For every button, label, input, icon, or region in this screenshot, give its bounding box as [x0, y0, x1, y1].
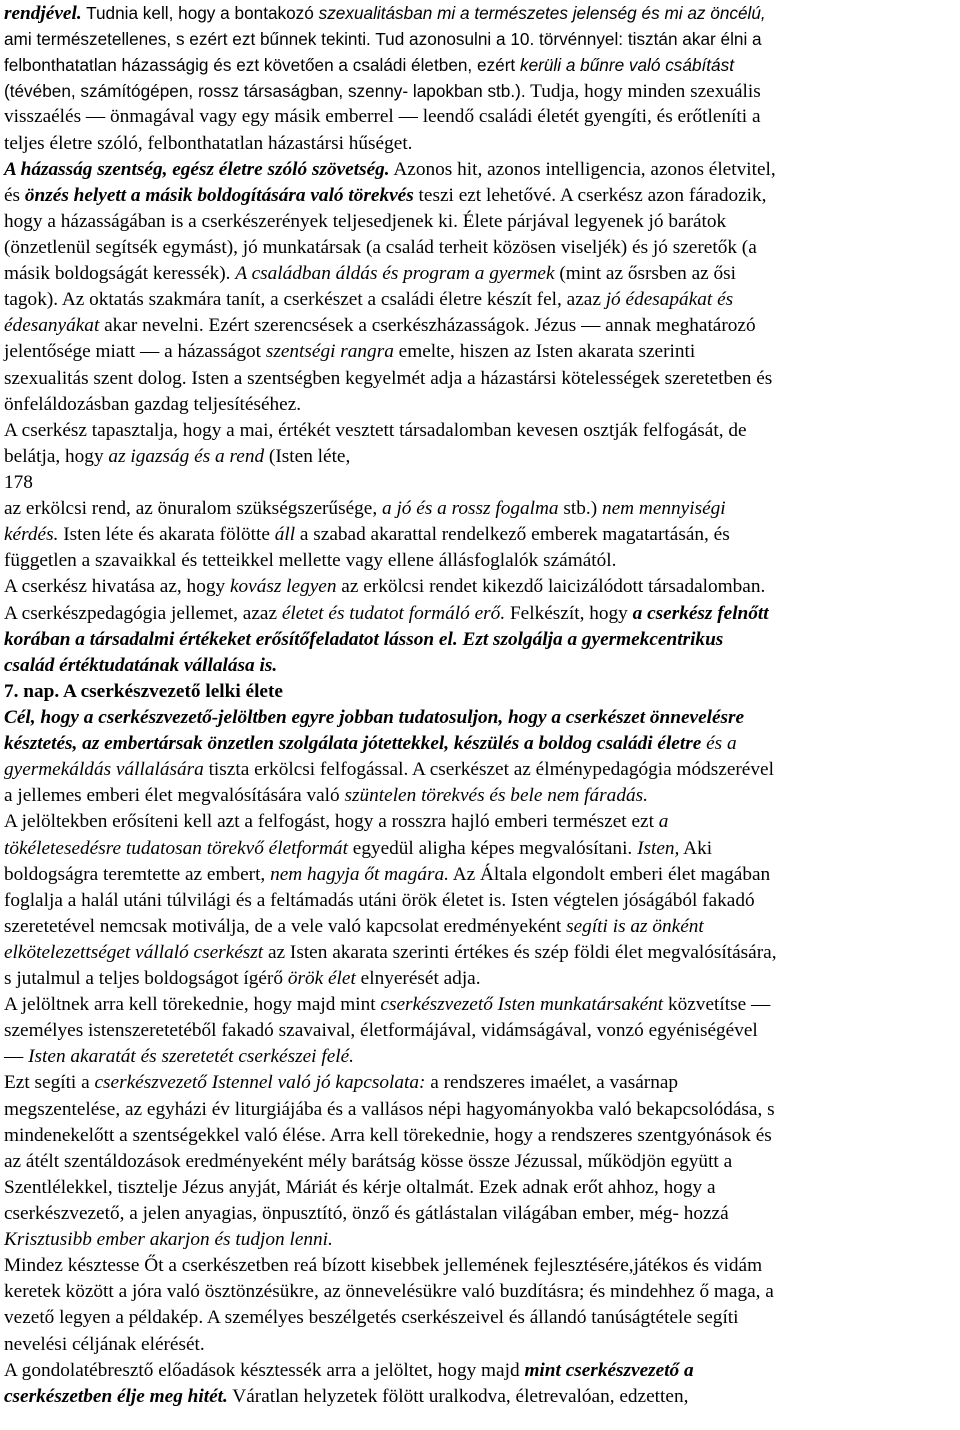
text-run: — — [4, 1046, 29, 1068]
text-run: Szentlélekkel, tisztelje Jézus anyját, Máriát és kérje oltalmát. Ezek adnak erőt ahhoz, hogy a — [4, 1176, 716, 1198]
text-line — [4, 757, 952, 783]
text-run: Ezt segíti a — [4, 1072, 95, 1094]
text-line — [4, 1149, 952, 1175]
text-line — [4, 836, 952, 862]
text-run: stb.) — [558, 498, 602, 520]
text-line — [4, 209, 952, 235]
text-run: Aki — [679, 837, 713, 859]
text-run: cserkészvezető Isten munkatársaként — [380, 994, 664, 1016]
text-run: család értéktudatának vállalása is. — [4, 654, 278, 676]
text-line — [4, 1097, 952, 1123]
text-run: hogy a házasságában is a cserkészerények teljesedjenek ki. Élete párjával legyenek jó barátok — [4, 210, 727, 232]
text-line — [4, 1253, 952, 1279]
text-run: áll — [274, 524, 296, 546]
text-line — [4, 679, 952, 705]
text-run: tökéletesedésre tudatosan törekvő életformát — [4, 837, 348, 859]
text-line — [4, 522, 952, 548]
text-run: önfeláldozásban gazdag teljesítéséhez. — [4, 393, 302, 415]
text-run: (mint az ősrsben az ősi — [554, 263, 737, 285]
text-run: édesanyákat — [4, 315, 100, 337]
text-run: gyermekáldás vállalására — [4, 759, 204, 781]
text-run: boldogságra teremtette az embert, — [4, 863, 271, 885]
text-line — [4, 496, 952, 522]
text-run: mindenekelőtt a szentségekkel való élése. Arra kell törekednie, hogy a rendszeres szentgyónások és — [4, 1124, 772, 1146]
text-line — [4, 966, 952, 992]
text-run: teljes életre szóló, felbonthatatlan házastársi hűséget. — [4, 132, 413, 154]
text-line — [4, 1070, 952, 1096]
text-run: megszentelése, az egyházi év liturgiájába és a vallásos népi hagyományokba való bekapcsolódása, s — [4, 1098, 775, 1120]
text-run: személyes istenszeretetéből fakadó szavaival, életformájával, vidámságával, vonzó egyéniségével — [4, 1020, 758, 1042]
text-run: szentségi rangra — [265, 341, 394, 363]
text-line — [4, 627, 952, 653]
text-run: Tudnia kell, hogy a bontakozó — [81, 3, 319, 23]
text-run: szexualitásban mi a természetes jelenség és mi az öncélú, — [318, 3, 766, 23]
text-run: Isten akaratát és szeretetét cserkészei felé. — [28, 1046, 354, 1068]
text-run: a jó és a rossz fogalma — [381, 498, 559, 520]
text-run: és a — [701, 733, 737, 755]
text-run: az Isten akarata szerinti értékes és szép földi élet megvalósítására, — [263, 941, 777, 963]
text-line — [4, 131, 952, 157]
text-run: egyedül aligha képes megvalósítani. — [347, 837, 638, 859]
text-run: A cserkész hivatása az, hogy — [4, 576, 230, 598]
text-run: örök élet — [287, 968, 356, 990]
text-run: kérdés. — [4, 524, 59, 546]
text-line — [4, 339, 952, 365]
text-run: nevelési céljának elérését. — [4, 1333, 205, 1355]
text-run: cserkészvezető Istennel való jó kapcsolata: — [94, 1072, 426, 1094]
text-line — [4, 104, 952, 130]
text-line — [4, 1358, 952, 1384]
text-line — [4, 261, 952, 287]
text-line — [4, 392, 952, 418]
text-run: A jelöltekben erősíteni kell azt a felfogást, hogy a rosszra hajló emberi természet ezt — [4, 811, 659, 833]
text-run: (Isten léte, — [264, 445, 351, 467]
text-line — [4, 157, 952, 183]
text-run: elkötelezettséget vállaló cserkészt — [4, 941, 264, 963]
text-line — [4, 235, 952, 261]
text-run: a rendszeres imaélet, a vasárnap — [425, 1072, 679, 1094]
text-run: cserkészetben élje meg hitét. — [4, 1385, 228, 1407]
text-run: másik boldogságát keressék). — [4, 263, 236, 285]
text-line — [4, 183, 952, 209]
text-run: mint cserkészvezető a — [524, 1359, 694, 1381]
text-run: teszi ezt lehetővé. A cserkész azon fáradozik, — [413, 184, 767, 206]
text-run: A házasság szentség, egész életre szóló szövetség. — [4, 158, 390, 180]
text-run: a — [658, 811, 669, 833]
text-run: A gondolatébresztő előadások késztessék arra a jelöltet, hogy majd — [4, 1359, 525, 1381]
text-run: a jellemes emberi élet megvalósítására való — [4, 785, 345, 807]
text-run: nem mennyiségi — [601, 498, 726, 520]
text-run: független a szavaikkal és tetteikkel mellette vagy ellene állásfoglalók számától. — [4, 550, 617, 572]
text-line — [4, 705, 952, 731]
text-run: életet és tudatot formáló erő. — [281, 602, 506, 624]
text-run: az átélt szentáldozások eredményeként mély barátság kösse össze Jézussal, működjön együtt a — [4, 1150, 733, 1172]
text-run: A cserkész tapasztalja, hogy a mai, értékét vesztett társadalomban kevesen osztják felfogását, de — [4, 419, 747, 441]
text-run: rendjével. — [4, 3, 82, 24]
text-run: A jelöltnek arra kell törekednie, hogy majd mint — [4, 994, 381, 1016]
text-run: Mindez késztesse Őt a cserkészetben reá bízott kisebbek jellemének fejlesztésére,játékos és vidám — [4, 1255, 763, 1277]
text-line — [4, 1279, 952, 1305]
text-run: Az Általa elgondolt emberi élet magában — [448, 863, 771, 885]
text-run: Felkészít, hogy — [505, 602, 633, 624]
text-run: az igazság és a rend — [108, 445, 265, 467]
text-run: tagok). Az oktatás szakmára tanít, a cserkészet a családi életre készít fel, azaz — [4, 289, 606, 311]
text-line — [4, 78, 952, 104]
text-line — [4, 418, 952, 444]
text-run: Azonos hit, azonos intelligencia, azonos életvitel, — [389, 158, 776, 180]
text-line — [4, 26, 952, 52]
text-line — [4, 1305, 952, 1331]
text-run: korában a társadalmi értékeket erősítőfeladatot lásson el. Ezt szolgálja a gyermekcentrikus — [4, 628, 724, 650]
text-run: foglalja a halál utáni túlvilági és a feltámadás utáni örök életet is. Isten végtelen jóságából fakadó — [4, 889, 755, 911]
text-line — [4, 653, 952, 679]
text-line — [4, 1018, 952, 1044]
text-line — [4, 366, 952, 392]
text-run: visszaélés — önmagával vagy egy másik emberrel — leendő családi életét gyengíti, és erőtleníti a — [4, 106, 761, 128]
text-run: jelentősége miatt — a házasságot — [4, 341, 266, 363]
text-line — [4, 0, 952, 26]
text-line — [4, 731, 952, 757]
text-run: emelte, hiszen az Isten akarata szerinti — [393, 341, 696, 363]
text-run: A cserkészpedagógia jellemet, azaz — [4, 602, 282, 624]
text-run: a cserkész felnőtt — [632, 602, 769, 624]
text-line — [4, 574, 952, 600]
text-run: a szabad akarattal rendelkező emberek magatartásán, és — [295, 524, 730, 546]
text-run: cserkészvezető, a jelen anyagias, önpusztító, önző és gátlástalan világában ember, még- hozzá — [4, 1203, 729, 1225]
text-run: jó édesapákat és — [605, 289, 734, 311]
text-line — [4, 548, 952, 574]
text-line — [4, 992, 952, 1018]
text-line — [4, 940, 952, 966]
text-run: ami természetellenes, s ezért ezt bűnnek tekinti. Tud azonosulni a 10. törvénnyel: tisztán akar élni a — [4, 29, 762, 50]
text-line — [4, 1123, 952, 1149]
text-run: Isten léte és akarata fölötte — [58, 524, 275, 546]
text-run: az erkölcsi rend, az önuralom szükségszerűsége, — [4, 498, 382, 520]
text-run: 7. nap. A cserkészvezető lelki élete — [4, 680, 283, 702]
text-line — [4, 52, 952, 78]
text-run: felbonthatatlan házasságig és ezt követően a családi életben, ezért — [4, 55, 520, 76]
text-line — [4, 914, 952, 940]
text-line — [4, 862, 952, 888]
text-run: akar nevelni. Ezért szerencsések a cserkészházasságok. Jézus — annak meghatározó — [99, 315, 756, 337]
text-run: kerüli a bűnre való csábítást — [519, 55, 734, 76]
text-run: Krisztusibb ember akarjon és tudjon lenni. — [4, 1229, 333, 1251]
text-line — [4, 287, 952, 313]
text-run: 178 — [4, 471, 33, 493]
text-run: szüntelen törekvés és bele nem fáradás. — [344, 785, 648, 807]
text-line — [4, 1175, 952, 1201]
text-line — [4, 1227, 952, 1253]
text-run: és — [4, 184, 25, 206]
text-run: tiszta erkölcsi felfogással. A cserkészet az élménypedagógia módszerével — [203, 759, 774, 781]
text-run: keretek között a jóra való ösztönzésükre, az önnevelésükre való buzdításra; és mindehhez ő maga, a — [4, 1281, 774, 1303]
text-line — [4, 444, 952, 470]
text-run: Cél, hogy a cserkészvezető-jelöltben egyre jobban tudatosuljon, hogy a cserkészet önnevelésre — [4, 706, 745, 728]
text-run: nem hagyja őt magára. — [270, 863, 449, 885]
text-line — [4, 1384, 952, 1410]
text-run: (tévében, számítógépen, rossz társaságban, szenny- lapokban stb.). — [4, 81, 526, 102]
text-run: vezető legyen a példakép. A személyes beszélgetés cserkészeivel és állandó tanúságtétele segíti — [4, 1307, 739, 1329]
text-line — [4, 1044, 952, 1070]
text-run: közvetítse — — [663, 994, 771, 1016]
text-run: belátja, hogy — [4, 445, 109, 467]
text-line — [4, 783, 952, 809]
text-run: Váratlan helyzetek fölött uralkodva, életrevalóan, edzetten, — [227, 1385, 689, 1407]
text-run: segíti is az önként — [566, 915, 704, 937]
text-run: s jutalmul a teljes boldogságot ígérő — [4, 968, 288, 990]
text-run: (önzetlenül segítsék egymást), jó munkatársak (a család terheit közösen viseljék) és jó szeretők (a — [4, 236, 757, 258]
text-run: önzés helyett a másik boldogítására való törekvés — [24, 184, 414, 206]
text-line — [4, 470, 952, 496]
text-line — [4, 313, 952, 339]
text-run: elnyerését adja. — [355, 968, 481, 990]
text-line — [4, 1332, 952, 1358]
text-run: A családban áldás és program a gyermek — [235, 263, 555, 285]
text-line — [4, 888, 952, 914]
text-run: szeretetével nemcsak motiválja, de a vele való kapcsolat eredményeként — [4, 915, 567, 937]
text-run: késztetés, az embertársak önzetlen szolgálata jótettekkel, készülés a boldog családi életre — [4, 733, 702, 755]
text-run: szexualitás szent dolog. Isten a szentségben kegyelmét adja a házastársi kötelességek szeretetben és — [4, 367, 773, 389]
text-run: Isten, — [637, 837, 680, 859]
text-line — [4, 601, 952, 627]
text-run: Tudja, hogy minden szexuális — [525, 81, 761, 103]
text-run: az erkölcsi rendet kikezdő laicizálódott társadalomban. — [336, 576, 766, 598]
text-run: kovász legyen — [229, 576, 337, 598]
text-line — [4, 809, 952, 835]
text-line — [4, 1201, 952, 1227]
